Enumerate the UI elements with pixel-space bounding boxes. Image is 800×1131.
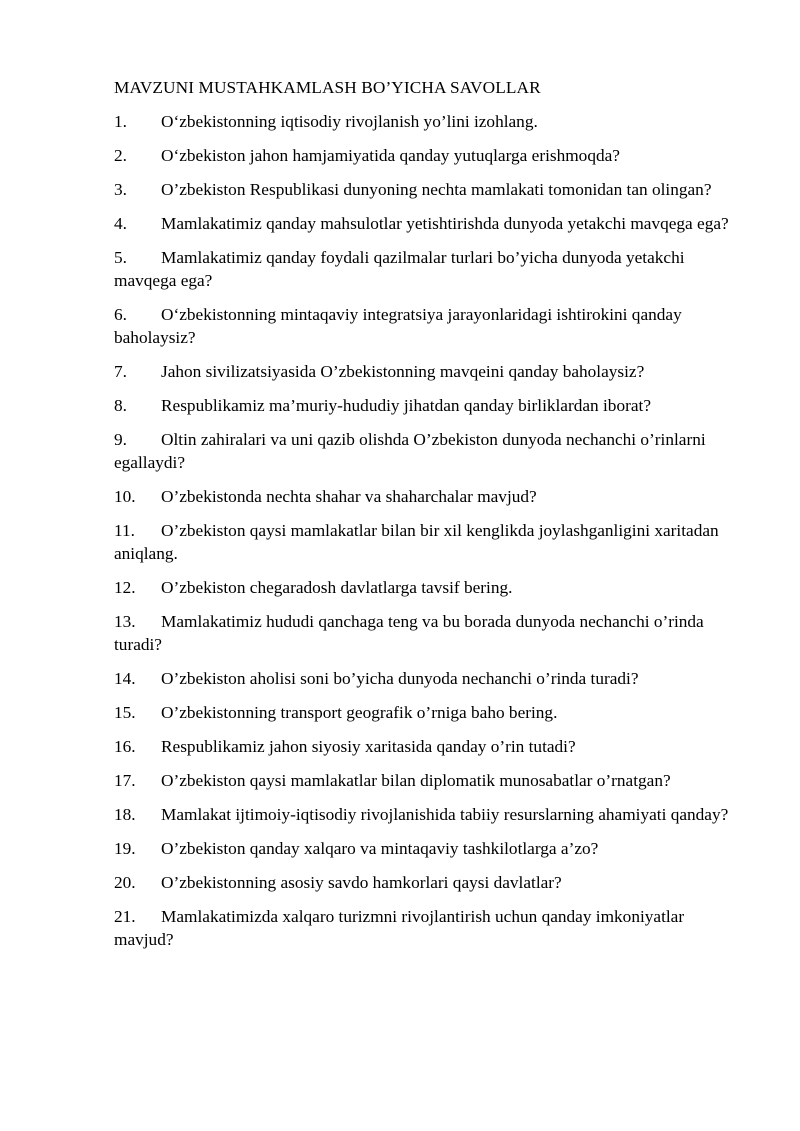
question-item bbox=[114, 905, 746, 951]
question-item bbox=[114, 246, 746, 292]
question-text: O’zbekistonda nechta shahar va shaharchalar mavjud? bbox=[161, 487, 537, 506]
question-text: Mamlakatimizda xalqaro turizmni rivojlantirish uchun qanday imkoniyatlar mavjud? bbox=[114, 907, 685, 949]
question-number: 19. bbox=[114, 839, 136, 858]
question-item bbox=[114, 769, 746, 792]
question-number: 11. bbox=[114, 521, 135, 540]
question-text: Jahon sivilizatsiyasida O’zbekistonning mavqeini qanday baholaysiz? bbox=[161, 362, 645, 381]
question-text: O’zbekiston qaysi mamlakatlar bilan bir xil kenglikda joylashganligini xaritadan aniqlang. bbox=[114, 521, 719, 563]
question-item bbox=[114, 360, 746, 383]
question-number: 20. bbox=[114, 873, 136, 892]
question-item bbox=[114, 701, 746, 724]
question-item bbox=[114, 303, 746, 349]
document-page bbox=[114, 76, 746, 962]
question-number: 6. bbox=[114, 305, 127, 324]
question-text: Mamlakatimiz qanday mahsulotlar yetishtirishda dunyoda yetakchi mavqega ega? bbox=[161, 214, 729, 233]
question-number: 3. bbox=[114, 180, 127, 199]
question-item bbox=[114, 519, 746, 565]
question-text: O‘zbekistonning mintaqaviy integratsiya jarayonlaridagi ishtirokini qanday baholaysiz? bbox=[114, 305, 682, 347]
question-text: O’zbekiston qanday xalqaro va mintaqaviy tashkilotlarga a’zo? bbox=[161, 839, 599, 858]
question-text: O’zbekistonning transport geografik o’rniga baho bering. bbox=[161, 703, 558, 722]
question-text: O’zbekiston chegaradosh davlatlarga tavsif bering. bbox=[161, 578, 513, 597]
question-text: Respublikamiz jahon siyosiy xaritasida qanday o’rin tutadi? bbox=[161, 737, 576, 756]
question-number: 12. bbox=[114, 578, 136, 597]
question-item bbox=[114, 667, 746, 690]
question-number: 2. bbox=[114, 146, 127, 165]
question-number: 16. bbox=[114, 737, 136, 756]
question-item bbox=[114, 110, 746, 133]
question-text: O‘zbekistonning iqtisodiy rivojlanish yo’lini izohlang. bbox=[161, 112, 538, 131]
question-number: 1. bbox=[114, 112, 127, 131]
question-list bbox=[114, 110, 746, 951]
question-number: 17. bbox=[114, 771, 136, 790]
question-item bbox=[114, 576, 746, 599]
question-text: Oltin zahiralari va uni qazib olishda O’zbekiston dunyoda nechanchi o’rinlarni egallaydi? bbox=[114, 430, 706, 472]
question-item bbox=[114, 485, 746, 508]
question-item bbox=[114, 428, 746, 474]
question-item bbox=[114, 178, 746, 201]
question-text: O’zbekistonning asosiy savdo hamkorlari qaysi davlatlar? bbox=[161, 873, 562, 892]
question-number: 21. bbox=[114, 907, 136, 926]
question-item bbox=[114, 735, 746, 758]
question-number: 15. bbox=[114, 703, 136, 722]
question-number: 10. bbox=[114, 487, 136, 506]
question-text: Respublikamiz ma’muriy-hududiy jihatdan qanday birliklardan iborat? bbox=[161, 396, 651, 415]
question-item bbox=[114, 803, 746, 826]
question-number: 4. bbox=[114, 214, 127, 233]
question-text: Mamlakatimiz hududi qanchaga teng va bu borada dunyoda nechanchi o’rinda turadi? bbox=[114, 612, 704, 654]
question-number: 5. bbox=[114, 248, 127, 267]
question-text: Mamlakatimiz qanday foydali qazilmalar turlari bo’yicha dunyoda yetakchi mavqega ega? bbox=[114, 248, 685, 290]
question-number: 8. bbox=[114, 396, 127, 415]
question-text: O’zbekiston qaysi mamlakatlar bilan diplomatik munosabatlar o’rnatgan? bbox=[161, 771, 671, 790]
question-number: 9. bbox=[114, 430, 127, 449]
question-number: 18. bbox=[114, 805, 136, 824]
page-title: MAVZUNI MUSTAHKAMLASH BO’YICHA SAVOLLAR bbox=[114, 78, 541, 97]
question-text: O‘zbekiston jahon hamjamiyatida qanday yutuqlarga erishmoqda? bbox=[161, 146, 620, 165]
question-text: O’zbekiston Respublikasi dunyoning nechta mamlakati tomonidan tan olingan? bbox=[161, 180, 712, 199]
question-item bbox=[114, 394, 746, 417]
question-item bbox=[114, 212, 746, 235]
question-number: 13. bbox=[114, 612, 136, 631]
question-text: Mamlakat ijtimoiy-iqtisodiy rivojlanishida tabiiy resurslarning ahamiyati qanday? bbox=[161, 805, 729, 824]
question-item bbox=[114, 837, 746, 860]
question-item bbox=[114, 144, 746, 167]
question-item bbox=[114, 610, 746, 656]
question-text: O’zbekiston aholisi soni bo’yicha dunyoda nechanchi o’rinda turadi? bbox=[161, 669, 639, 688]
question-number: 7. bbox=[114, 362, 127, 381]
question-item bbox=[114, 871, 746, 894]
question-number: 14. bbox=[114, 669, 136, 688]
